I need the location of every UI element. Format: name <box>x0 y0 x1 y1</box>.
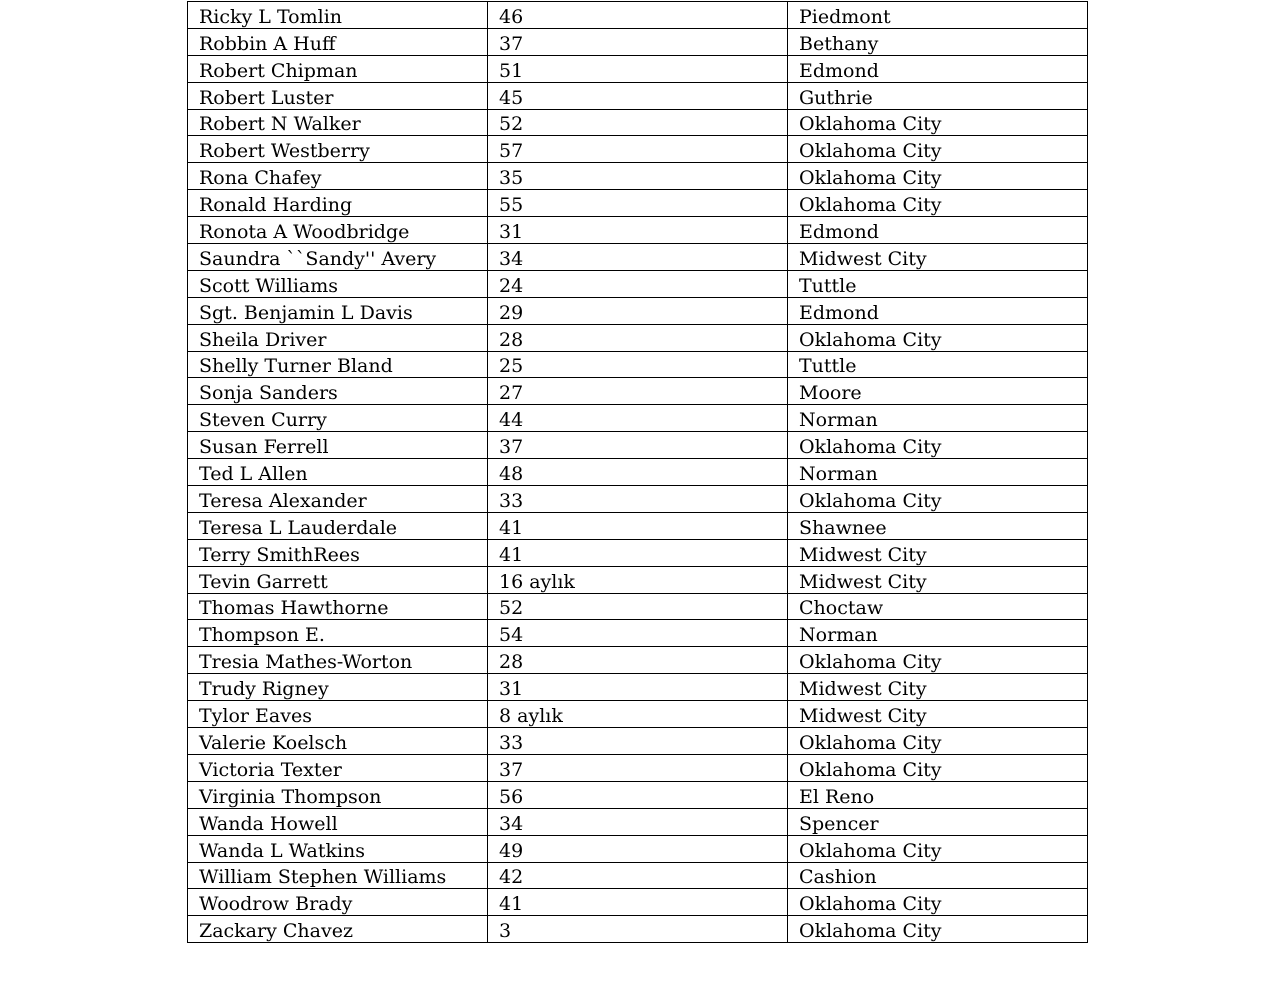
city-text: Midwest City <box>799 678 927 701</box>
city-cell <box>788 244 1088 271</box>
city-cell <box>788 405 1088 432</box>
name-cell <box>188 674 488 701</box>
table-row <box>188 593 1088 620</box>
table-row <box>188 324 1088 351</box>
age-cell <box>488 512 788 539</box>
city-text: Oklahoma City <box>799 920 942 943</box>
table-row <box>188 55 1088 82</box>
city-text: Midwest City <box>799 543 927 566</box>
name-cell <box>188 862 488 889</box>
age-cell <box>488 486 788 513</box>
city-cell <box>788 459 1088 486</box>
table-row <box>188 889 1088 916</box>
table-body <box>188 2 1088 943</box>
name-text: Sonja Sanders <box>199 382 338 405</box>
name-text: Virginia Thompson <box>199 785 382 808</box>
city-text: Tuttle <box>799 355 857 378</box>
age-cell <box>488 109 788 136</box>
name-text: Rona Chafey <box>199 167 322 190</box>
age-text: 57 <box>499 140 524 163</box>
name-cell <box>188 297 488 324</box>
name-cell <box>188 217 488 244</box>
city-cell <box>788 754 1088 781</box>
age-cell <box>488 432 788 459</box>
name-text: Robert N Walker <box>199 113 361 136</box>
age-text: 28 <box>499 651 524 674</box>
city-cell <box>788 593 1088 620</box>
age-text: 24 <box>499 274 524 297</box>
age-text: 52 <box>499 113 524 136</box>
age-text: 51 <box>499 59 524 82</box>
table-row <box>188 190 1088 217</box>
city-cell <box>788 835 1088 862</box>
name-cell <box>188 620 488 647</box>
city-cell <box>788 217 1088 244</box>
city-text: Spencer <box>799 812 879 835</box>
name-text: Teresa Alexander <box>199 489 367 512</box>
city-cell <box>788 781 1088 808</box>
city-cell <box>788 916 1088 943</box>
age-cell <box>488 566 788 593</box>
city-cell <box>788 486 1088 513</box>
age-cell <box>488 728 788 755</box>
name-cell <box>188 2 488 29</box>
name-cell <box>188 270 488 297</box>
age-text: 45 <box>499 86 524 109</box>
city-text: Oklahoma City <box>799 489 942 512</box>
age-text: 34 <box>499 247 524 270</box>
table-row <box>188 297 1088 324</box>
age-text: 31 <box>499 678 524 701</box>
city-text: Oklahoma City <box>799 436 942 459</box>
name-text: Sheila Driver <box>199 328 327 351</box>
age-text: 46 <box>499 5 524 28</box>
age-cell <box>488 378 788 405</box>
name-text: Ronald Harding <box>199 194 353 217</box>
name-cell <box>188 55 488 82</box>
age-cell <box>488 28 788 55</box>
age-text: 54 <box>499 624 524 647</box>
city-text: Oklahoma City <box>799 113 942 136</box>
city-cell <box>788 270 1088 297</box>
name-cell <box>188 378 488 405</box>
name-text: Victoria Texter <box>199 758 342 781</box>
age-cell <box>488 835 788 862</box>
table-row <box>188 432 1088 459</box>
city-cell <box>788 55 1088 82</box>
table-row <box>188 405 1088 432</box>
city-text: Shawnee <box>799 516 887 539</box>
age-cell <box>488 324 788 351</box>
age-cell <box>488 674 788 701</box>
age-cell <box>488 916 788 943</box>
age-cell <box>488 217 788 244</box>
age-text: 16 aylık <box>499 570 575 593</box>
name-text: Valerie Koelsch <box>199 731 348 754</box>
name-text: Wanda Howell <box>199 812 338 835</box>
age-text: 41 <box>499 516 524 539</box>
name-cell <box>188 190 488 217</box>
age-text: 41 <box>499 893 524 916</box>
name-cell <box>188 136 488 163</box>
name-cell <box>188 647 488 674</box>
age-cell <box>488 889 788 916</box>
city-text: Moore <box>799 382 862 405</box>
age-text: 29 <box>499 301 524 324</box>
name-text: Zackary Chavez <box>199 920 353 943</box>
name-cell <box>188 459 488 486</box>
name-cell <box>188 324 488 351</box>
age-cell <box>488 781 788 808</box>
table-row <box>188 566 1088 593</box>
age-cell <box>488 2 788 29</box>
age-cell <box>488 297 788 324</box>
name-text: Sgt. Benjamin L Davis <box>199 301 413 324</box>
city-cell <box>788 82 1088 109</box>
city-cell <box>788 674 1088 701</box>
city-text: Oklahoma City <box>799 140 942 163</box>
table-row <box>188 136 1088 163</box>
table-row <box>188 217 1088 244</box>
age-cell <box>488 244 788 271</box>
city-text: Midwest City <box>799 705 927 728</box>
name-text: Ted L Allen <box>199 463 308 486</box>
name-cell <box>188 566 488 593</box>
age-text: 52 <box>499 597 524 620</box>
name-cell <box>188 432 488 459</box>
city-text: Cashion <box>799 866 877 889</box>
age-cell <box>488 351 788 378</box>
name-cell <box>188 163 488 190</box>
table-row <box>188 781 1088 808</box>
table-row <box>188 109 1088 136</box>
age-text: 31 <box>499 221 524 244</box>
name-cell <box>188 28 488 55</box>
name-cell <box>188 405 488 432</box>
city-cell <box>788 2 1088 29</box>
age-cell <box>488 620 788 647</box>
city-text: Edmond <box>799 221 879 244</box>
city-cell <box>788 378 1088 405</box>
name-cell <box>188 916 488 943</box>
table-row <box>188 539 1088 566</box>
table-row <box>188 916 1088 943</box>
table-row <box>188 244 1088 271</box>
age-cell <box>488 163 788 190</box>
age-cell <box>488 55 788 82</box>
city-cell <box>788 512 1088 539</box>
age-text: 28 <box>499 328 524 351</box>
name-cell <box>188 109 488 136</box>
table-row <box>188 808 1088 835</box>
table-row <box>188 270 1088 297</box>
city-cell <box>788 109 1088 136</box>
age-text: 37 <box>499 436 524 459</box>
table-row <box>188 82 1088 109</box>
age-cell <box>488 539 788 566</box>
age-text: 35 <box>499 167 524 190</box>
name-cell <box>188 835 488 862</box>
name-text: Wanda L Watkins <box>199 839 366 862</box>
age-text: 33 <box>499 489 524 512</box>
victims-table <box>187 1 1088 943</box>
age-text: 42 <box>499 866 524 889</box>
city-text: Norman <box>799 624 878 647</box>
age-text: 44 <box>499 409 524 432</box>
city-text: Oklahoma City <box>799 839 942 862</box>
age-cell <box>488 405 788 432</box>
age-cell <box>488 136 788 163</box>
name-text: Teresa L Lauderdale <box>199 516 398 539</box>
city-text: El Reno <box>799 785 875 808</box>
city-cell <box>788 163 1088 190</box>
name-text: Tylor Eaves <box>199 705 312 728</box>
table-row <box>188 2 1088 29</box>
city-cell <box>788 539 1088 566</box>
age-text: 41 <box>499 543 524 566</box>
name-cell <box>188 754 488 781</box>
name-text: Thomas Hawthorne <box>199 597 389 620</box>
table-row <box>188 674 1088 701</box>
name-text: Robert Chipman <box>199 59 358 82</box>
age-cell <box>488 82 788 109</box>
name-cell <box>188 351 488 378</box>
city-cell <box>788 136 1088 163</box>
name-text: Ricky L Tomlin <box>199 5 343 28</box>
city-cell <box>788 190 1088 217</box>
table-row <box>188 728 1088 755</box>
city-cell <box>788 728 1088 755</box>
age-text: 34 <box>499 812 524 835</box>
table-row <box>188 620 1088 647</box>
table-row <box>188 512 1088 539</box>
table-row <box>188 862 1088 889</box>
table-row <box>188 28 1088 55</box>
name-cell <box>188 539 488 566</box>
city-cell <box>788 28 1088 55</box>
city-text: Midwest City <box>799 570 927 593</box>
name-cell <box>188 486 488 513</box>
table-row <box>188 701 1088 728</box>
name-cell <box>188 728 488 755</box>
table-row <box>188 351 1088 378</box>
name-text: Scott Williams <box>199 274 339 297</box>
table-row <box>188 835 1088 862</box>
name-text: Terry SmithRees <box>199 543 360 566</box>
city-text: Edmond <box>799 301 879 324</box>
city-cell <box>788 889 1088 916</box>
age-text: 37 <box>499 758 524 781</box>
name-cell <box>188 593 488 620</box>
city-text: Oklahoma City <box>799 328 942 351</box>
age-text: 55 <box>499 194 524 217</box>
name-text: Robert Westberry <box>199 140 370 163</box>
name-text: Robert Luster <box>199 86 334 109</box>
city-text: Oklahoma City <box>799 651 942 674</box>
age-text: 25 <box>499 355 524 378</box>
name-text: Shelly Turner Bland <box>199 355 393 378</box>
age-cell <box>488 647 788 674</box>
name-cell <box>188 82 488 109</box>
city-text: Norman <box>799 463 878 486</box>
city-cell <box>788 620 1088 647</box>
age-text: 8 aylık <box>499 705 563 728</box>
city-text: Midwest City <box>799 247 927 270</box>
city-text: Oklahoma City <box>799 194 942 217</box>
age-text: 56 <box>499 785 524 808</box>
name-text: Trudy Rigney <box>199 678 329 701</box>
city-cell <box>788 647 1088 674</box>
age-cell <box>488 701 788 728</box>
name-text: Tevin Garrett <box>199 570 328 593</box>
city-text: Tuttle <box>799 274 857 297</box>
city-cell <box>788 862 1088 889</box>
city-text: Guthrie <box>799 86 873 109</box>
name-text: Saundra ``Sandy'' Avery <box>199 247 437 270</box>
name-text: Tresia Mathes-Worton <box>199 651 413 674</box>
name-text: Robbin A Huff <box>199 32 336 55</box>
city-cell <box>788 808 1088 835</box>
city-text: Piedmont <box>799 5 891 28</box>
name-cell <box>188 701 488 728</box>
name-cell <box>188 808 488 835</box>
city-text: Oklahoma City <box>799 167 942 190</box>
table-row <box>188 378 1088 405</box>
age-text: 37 <box>499 32 524 55</box>
city-text: Bethany <box>799 32 879 55</box>
city-cell <box>788 701 1088 728</box>
age-text: 49 <box>499 839 524 862</box>
city-text: Oklahoma City <box>799 758 942 781</box>
age-cell <box>488 808 788 835</box>
age-text: 48 <box>499 463 524 486</box>
table-row <box>188 486 1088 513</box>
age-cell <box>488 459 788 486</box>
city-text: Oklahoma City <box>799 731 942 754</box>
table-row <box>188 647 1088 674</box>
age-cell <box>488 270 788 297</box>
city-cell <box>788 566 1088 593</box>
table-row <box>188 459 1088 486</box>
age-cell <box>488 593 788 620</box>
city-cell <box>788 297 1088 324</box>
age-text: 3 <box>499 920 512 943</box>
name-text: Woodrow Brady <box>199 893 353 916</box>
age-cell <box>488 862 788 889</box>
age-cell <box>488 754 788 781</box>
city-text: Choctaw <box>799 597 884 620</box>
age-text: 27 <box>499 382 524 405</box>
table-row <box>188 163 1088 190</box>
name-text: Susan Ferrell <box>199 436 329 459</box>
city-cell <box>788 351 1088 378</box>
city-text: Oklahoma City <box>799 893 942 916</box>
city-cell <box>788 432 1088 459</box>
city-text: Edmond <box>799 59 879 82</box>
name-text: Thompson E. <box>199 624 325 647</box>
name-cell <box>188 889 488 916</box>
city-text: Norman <box>799 409 878 432</box>
name-cell <box>188 244 488 271</box>
age-text: 33 <box>499 731 524 754</box>
name-text: William Stephen Williams <box>199 866 447 889</box>
age-cell <box>488 190 788 217</box>
name-cell <box>188 512 488 539</box>
name-text: Ronota A Woodbridge <box>199 221 410 244</box>
table-row <box>188 754 1088 781</box>
name-text: Steven Curry <box>199 409 327 432</box>
name-cell <box>188 781 488 808</box>
city-cell <box>788 324 1088 351</box>
